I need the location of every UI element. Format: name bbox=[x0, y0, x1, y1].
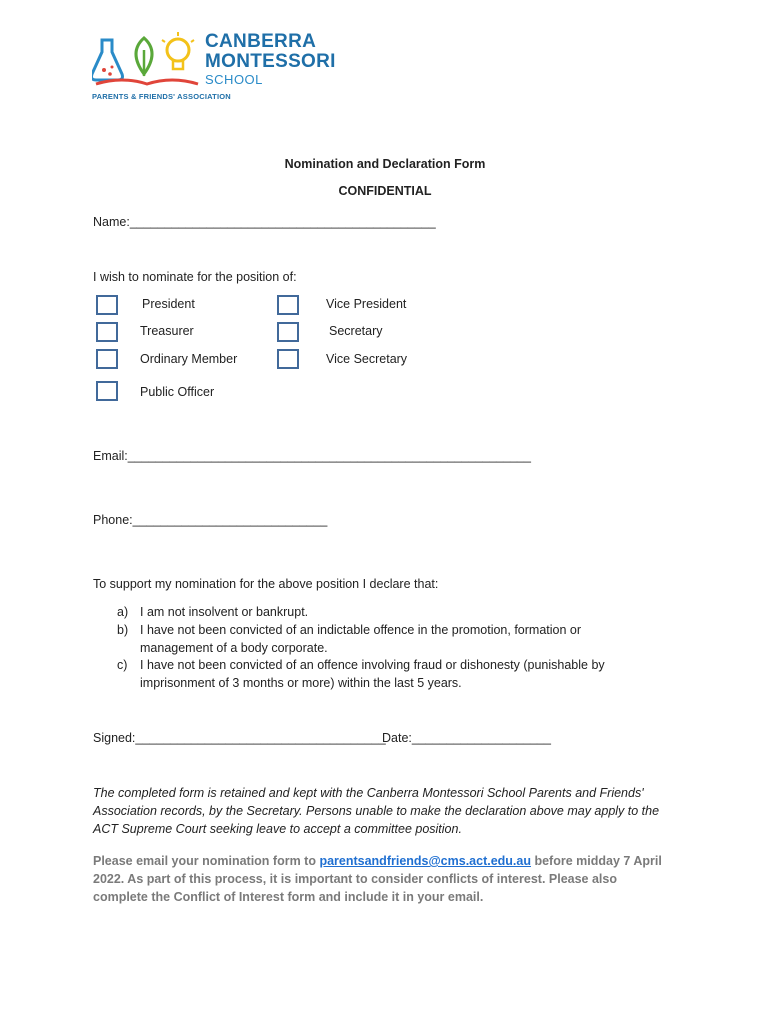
confidential-label: CONFIDENTIAL bbox=[338, 184, 432, 198]
form-title: Nomination and Declaration Form bbox=[284, 157, 486, 171]
phone-line[interactable]: ____________________________ bbox=[132, 513, 328, 527]
name-field[interactable] bbox=[93, 215, 436, 229]
name-label: Name: bbox=[93, 215, 130, 229]
ordinary-member-label: Ordinary Member bbox=[140, 352, 238, 366]
phone-label: Phone: bbox=[93, 513, 133, 527]
public-officer-checkbox[interactable] bbox=[96, 381, 118, 401]
treasurer-label: Treasurer bbox=[140, 324, 194, 338]
declaration-a-marker: a) bbox=[117, 605, 129, 619]
logo-title-line2: MONTESSORI bbox=[205, 51, 336, 72]
declaration-b-text-cont: management of a body corporate. bbox=[140, 641, 328, 655]
vice-secretary-checkbox[interactable] bbox=[277, 349, 299, 369]
declaration-c-text: I have not been convicted of an offence involving fraud or dishonesty (punishable by bbox=[140, 658, 605, 672]
email-label: Email: bbox=[93, 449, 128, 463]
vice-president-label: Vice President bbox=[326, 297, 407, 311]
logo-title bbox=[205, 32, 336, 72]
logo-subtitle: SCHOOL bbox=[205, 72, 263, 87]
vice-president-checkbox[interactable] bbox=[277, 295, 299, 315]
name-line[interactable]: ____________________________________________ bbox=[129, 215, 436, 229]
email-field[interactable] bbox=[93, 449, 531, 463]
nominate-prompt: I wish to nominate for the position of: bbox=[93, 270, 297, 284]
logo-association: PARENTS & FRIENDS' ASSOCIATION bbox=[92, 92, 231, 101]
school-logo bbox=[92, 30, 336, 105]
date-line[interactable]: ____________________ bbox=[411, 731, 551, 745]
declaration-c-text-cont: imprisonment of 3 months or more) within the last 5 years. bbox=[140, 676, 462, 690]
declaration-a-text: I am not insolvent or bankrupt. bbox=[140, 605, 309, 619]
date-label: Date: bbox=[382, 731, 412, 745]
logo-title-line1: CANBERRA bbox=[205, 31, 317, 52]
email-instructions-prefix: Please email your nomination form to bbox=[93, 854, 320, 868]
secretary-checkbox[interactable] bbox=[277, 322, 299, 342]
declaration-b-text: I have not been convicted of an indictable offence in the promotion, formation or bbox=[140, 623, 582, 637]
ordinary-member-checkbox[interactable] bbox=[96, 349, 118, 369]
logo-graphic-icon bbox=[92, 30, 202, 90]
signed-label: Signed: bbox=[93, 731, 136, 745]
declaration-c-marker: c) bbox=[117, 658, 128, 672]
date-field[interactable] bbox=[382, 731, 551, 745]
signed-field[interactable] bbox=[93, 731, 386, 745]
vice-secretary-label: Vice Secretary bbox=[326, 352, 408, 366]
declaration-b-marker: b) bbox=[117, 623, 129, 637]
secretary-label: Secretary bbox=[329, 324, 383, 338]
treasurer-checkbox[interactable] bbox=[96, 322, 118, 342]
email-link[interactable]: parentsandfriends@cms.act.edu.au bbox=[319, 854, 531, 868]
email-instructions bbox=[93, 852, 673, 906]
declaration-intro: To support my nomination for the above position I declare that: bbox=[93, 577, 439, 591]
phone-field[interactable] bbox=[93, 513, 327, 527]
email-line[interactable]: __________________________________________________________ bbox=[127, 449, 531, 463]
president-label: President bbox=[142, 297, 195, 311]
president-checkbox[interactable] bbox=[96, 295, 118, 315]
signed-line[interactable]: ____________________________________ bbox=[135, 731, 386, 745]
public-officer-label: Public Officer bbox=[140, 385, 215, 399]
retention-notice: The completed form is retained and kept with the Canberra Montessori School Parents and Friends' Association records, by the Secretary. Persons unable to make the declaration above may apply to the ACT Supreme Court seeking leave to accept a committee position. bbox=[93, 786, 660, 836]
email-instructions-suffix: before midday 7 April 2022. As part of this process, it is important to consider conflicts of interest. Please also complete the Conflict of Interest form and include it in your email. bbox=[93, 854, 662, 904]
